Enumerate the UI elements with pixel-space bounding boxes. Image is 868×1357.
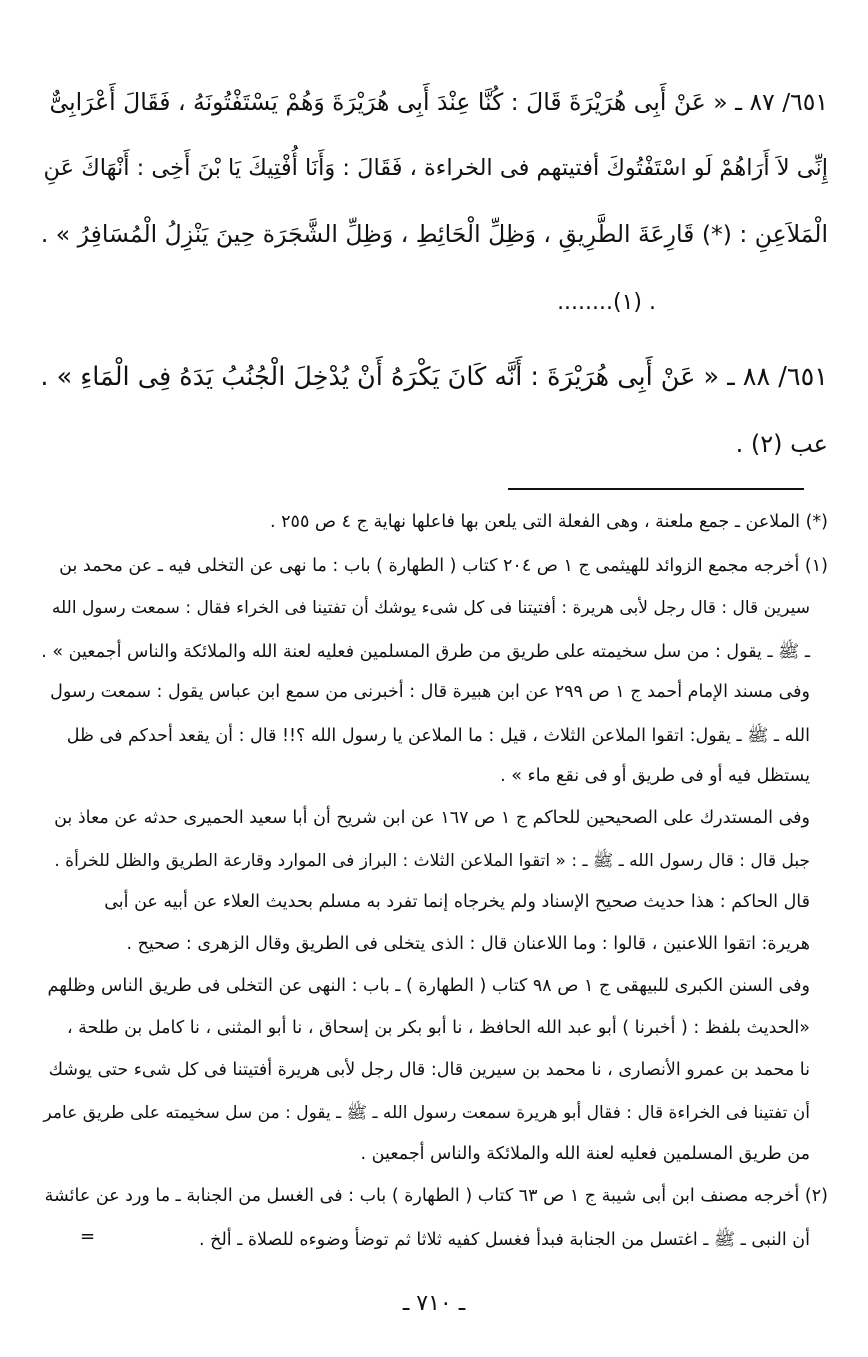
- footnote-divider: [508, 488, 804, 490]
- hadith-88-source: عب (٢) .: [735, 430, 828, 458]
- footnote-1-line: وفى المستدرك على الصحيحين للحاكم ج ١ ص ١٦٧ عن ابن شريح أن أبا سعيد الحميرى حدثه عن معاذ بن: [54, 808, 810, 828]
- footnote-1-line: الله ـ ﷺ ـ يقول: اتقوا الملاعن الثلاث ، قيل : ما الملاعن يا رسول الله ؟!! قال : أن يقعد أحدكم فى ظل: [66, 726, 810, 746]
- footnote-1-line: وفى السنن الكبرى للبيهقى ج ١ ص ٩٨ كتاب ( الطهارة ) ـ باب : النهى عن التخلى فى طريق الناس وظلهم: [47, 976, 810, 996]
- footnote-1-line: «الحديث بلفظ : ( أخبرنا ) أبو عبد الله الحافظ ، نا أبو بكر بن إسحاق ، نا أبو المثنى ، نا كامل بن طلحة ،: [66, 1018, 810, 1038]
- footnote-1-line: وفى مسند الإمام أحمد ج ١ ص ٢٩٩ عن ابن هبيرة قال : أخبرنى من سمع ابن عباس يقول : سمعت رسول: [50, 682, 810, 702]
- footnote-1-line: (١) أخرجه مجمع الزوائد للهيثمى ج ١ ص ٢٠٤ كتاب ( الطهارة ) باب : ما نهى عن التخلى فيه ـ عن محمد بن: [59, 556, 828, 576]
- footnote-2-line: أن النبى ـ ﷺ ـ اغتسل من الجنابة فبدأ فغسل كفيه ثلاثا ثم توضأ وضوءه للصلاة ـ ألخ .: [199, 1230, 810, 1250]
- footnote-1-line: أن تفتينا فى الخراءة قال : فقال أبو هريرة سمعت رسول الله ـ ﷺ ـ يقول : من سل سخيمته على طريق عامر: [43, 1103, 810, 1123]
- footnote-1-line: هريرة: اتقوا اللاعنين ، قالوا : وما اللاعنان قال : الذى يتخلى فى الطريق وقال الزهرى : صحيح .: [126, 934, 810, 954]
- hadith-88-line-1: ٦٥١/ ٨٨ ـ « عَنْ أَبِى هُرَيْرَةَ : أَنَّه كَانَ يَكْرَهُ أَنْ يُدْخِلَ الْجُنُبُ يَدَهُ فِى الْمَاءِ » .: [40, 362, 828, 392]
- hadith-87-line-1: ٦٥١/ ٨٧ ـ « عَنْ أَبِى هُرَيْرَةَ قَالَ : كُنَّا عِنْدَ أَبِى هُرَيْرَةَ وَهُمْ يَسْتَفْتُونَهُ ، فَقَالَ أَعْرَابِىٌّ: [49, 88, 828, 116]
- footnote-1-line: يستظل فيه أو فى طريق أو فى نقع ماء » .: [500, 766, 810, 786]
- page-number: ـ ٧١٠ ـ: [402, 1291, 466, 1316]
- footnote-1-line: قال الحاكم : هذا حديث صحيح الإسناد ولم يخرجاه إنما تفرد به مسلم بحديث العلاء عن أبيه عن أبى: [104, 892, 810, 912]
- footnote-1-line: من طريق المسلمين فعليه لعنة الله والملائكة والناس أجمعين .: [360, 1144, 810, 1164]
- footnote-1-line: ـ ﷺ ـ يقول : من سل سخيمته على طريق من طرق المسلمين فعليه لعنة الله والملائكة والناس أجمعين » .: [41, 642, 810, 662]
- hadith-87-source: ........(١) .: [557, 290, 656, 315]
- footnote-2-line: (٢) أخرجه مصنف ابن أبى شيبة ج ١ ص ٦٣ كتاب ( الطهارة ) باب : فى الغسل من الجنابة ـ ما ورد عن عائشة: [44, 1186, 828, 1206]
- hadith-87-line-2: إِنِّى لاَ أَرَاهُمْ لَو اسْتَفْتُوكَ أفتيتهم فى الخراءة ، فَقَالَ : وَأَنَا أُفْتِيكَ يَا بْنَ أَخِى : أَنْهَاكَ عَنِ: [43, 155, 828, 181]
- footnote-1-line: نا محمد بن عمرو الأنصارى ، نا محمد بن سيرين قال: قال رجل لأبى هريرة أفتيتنا فى كل شىء حتى يوشك: [48, 1060, 810, 1080]
- hadith-87-line-3: الْمَلاَعِنِ : (*) قَارِعَةَ الطَّرِيقِ ، وَظِلِّ الْحَائِطِ ، وَظِلِّ الشَّجَرَة حِينَ يَنْزِلُ الْمُسَافِرُ » .: [40, 220, 828, 248]
- footnote-1-line: سيرين قال : قال رجل لأبى هريرة : أفتيتنا فى كل شىء يوشك أن تفتينا فى الخراء فقال : سمعت رسول الله: [51, 598, 810, 618]
- footnote-star: (*) الملاعن ـ جمع ملعنة ، وهى الفعلة التى يلعن بها فاعلها نهاية ج ٤ ص ٢٥٥ .: [270, 512, 828, 532]
- continuation-mark: =: [80, 1226, 96, 1247]
- footnote-1-line: جبل قال : قال رسول الله ـ ﷺ ـ : « اتقوا الملاعن الثلاث : البراز فى الموارد وقارعة الطريق والظل للخرأة .: [54, 851, 810, 871]
